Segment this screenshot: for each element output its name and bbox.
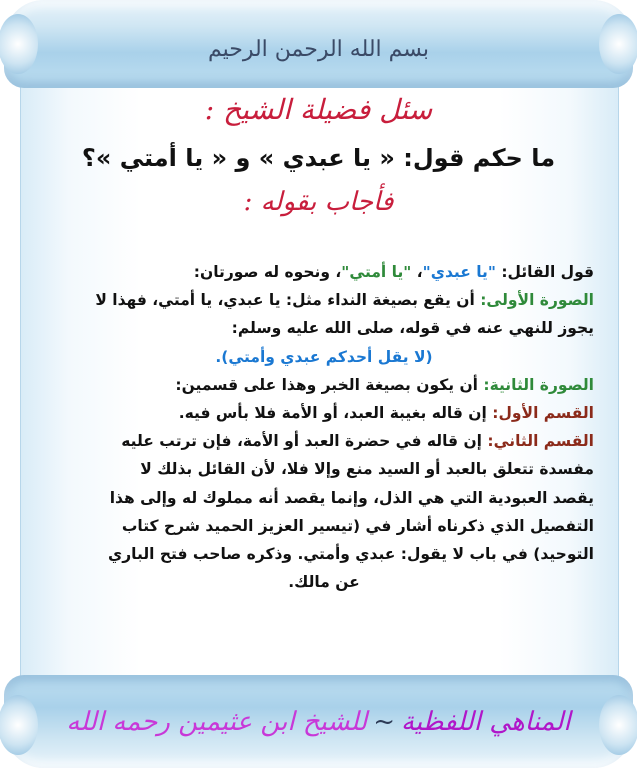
question-heading: ما حكم قول: « يا عبدي » و « يا أمتي »؟ [81, 144, 556, 172]
asked-title: سئل فضيلة الشيخ : [204, 93, 433, 126]
answer-text: قول القائل: [495, 263, 594, 281]
second-section-label: القسم الثاني: [482, 432, 594, 451]
answer-line: يقصد العبودية التي هي الذل، وإنما يقصد أنه مملوك له وإلى هذا [109, 488, 594, 507]
answer-line [54, 427, 594, 455]
answer-text: ، ونحوه له صورتان: [193, 263, 342, 281]
scroll-curl-left [0, 14, 38, 74]
answer-text: إن قاله في حضرة العبد أو الأمة، فإن ترتب عليه [121, 432, 482, 451]
quote-ya-amati: "يا أمتي" [341, 263, 412, 281]
answer-line: التفصيل الذي ذكرناه أشار في (تيسير العزيز الحميد شرح كتاب [121, 516, 594, 535]
answer-line [54, 258, 594, 286]
answer-line: مفسدة تتعلق بالعبد أو السيد منع وإلا فلا، لأن القائل بذلك لا [140, 460, 594, 479]
answer-line [54, 286, 594, 314]
book-title: المناهي اللفظية [401, 707, 571, 737]
answer-body [54, 258, 594, 596]
basmala-calligraphy: بسم الله الرحمن الرحيم [207, 37, 430, 62]
scroll-curl-right [599, 14, 637, 74]
footer-separator: ~ [373, 707, 395, 737]
answer-text: أن يكون بصيغة الخبر وهذا على قسمين: [175, 375, 478, 394]
answer-text: إن قاله بغيبة العبد، أو الأمة فلا بأس فيه. [178, 404, 487, 423]
first-section-label: القسم الأول: [486, 404, 594, 423]
hadith-quote: (لا يقل أحدكم عبدي وأمتي). [215, 347, 433, 366]
answer-text: ، [411, 263, 423, 281]
answer-text: أن يقع بصيغة النداء مثل: يا عبدي، يا أمتي، فهذا لا [95, 291, 475, 310]
quote-ya-abdi: "يا عبدي" [422, 263, 496, 281]
author-credit: للشيخ ابن عثيمين رحمه الله [66, 707, 368, 737]
answer-line [54, 399, 594, 427]
header-section [40, 28, 597, 224]
first-form-label: الصورة الأولى: [474, 291, 594, 310]
answered-title: فأجاب بقوله : [243, 187, 394, 217]
answer-line: عن مالك. [288, 573, 360, 592]
answer-line: يجوز للنهي عنه في قوله، صلى الله عليه وسلم: [231, 319, 594, 338]
answer-line: التوحيد) في باب لا يقول: عبدي وأمتي. وذكره صاحب فتح الباري [108, 545, 594, 564]
footer-source [0, 694, 637, 750]
answer-line [54, 371, 594, 399]
second-form-label: الصورة الثانية: [477, 375, 594, 394]
